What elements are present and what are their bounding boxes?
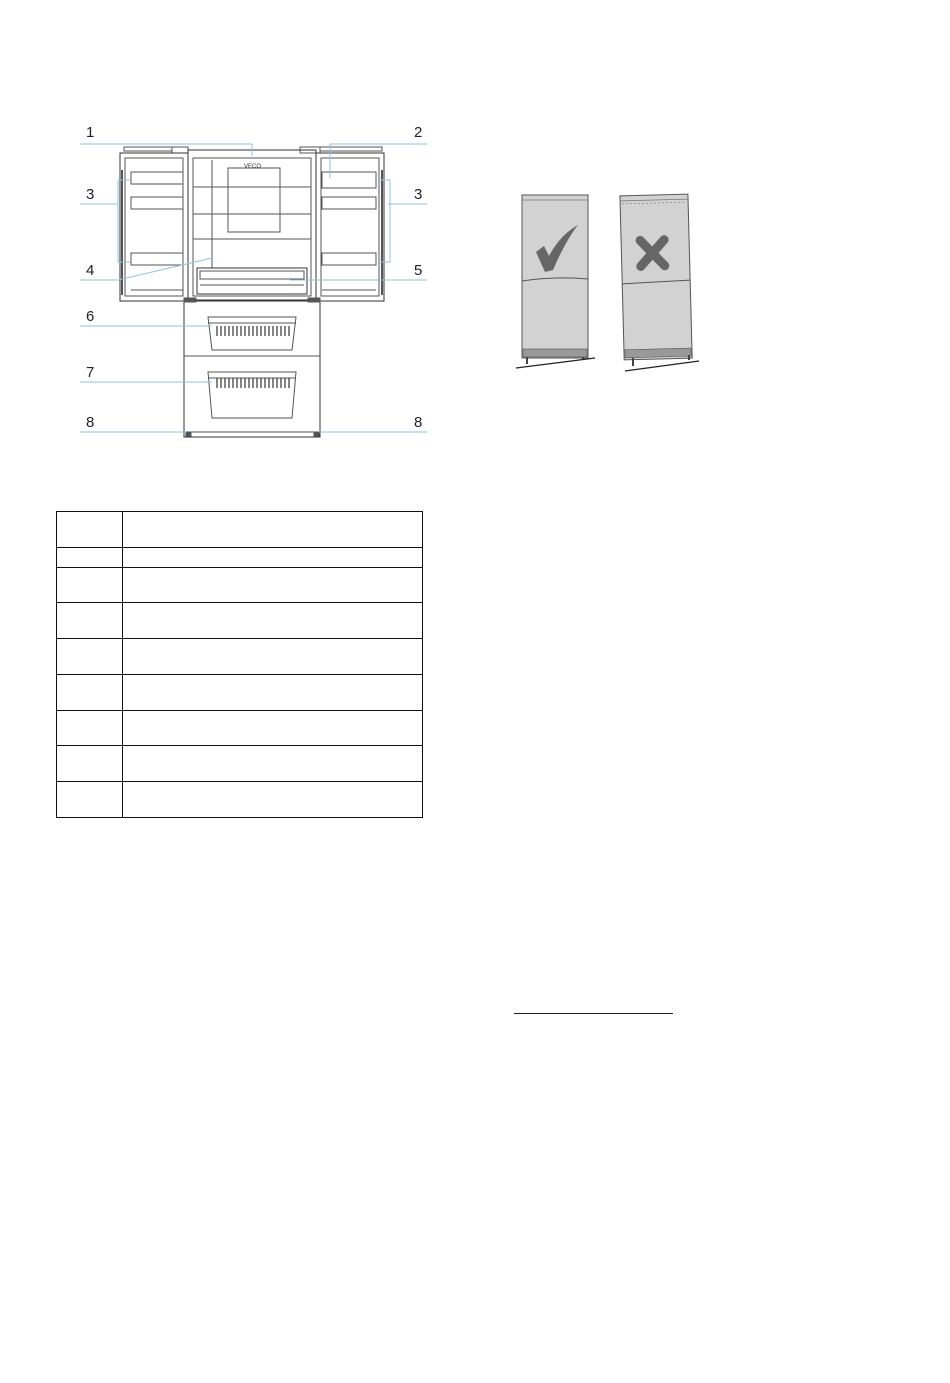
table-row (57, 782, 423, 818)
table-cell (123, 568, 423, 603)
parts-table (56, 511, 423, 818)
table-cell (123, 603, 423, 639)
table-row (57, 568, 423, 603)
table-cell (123, 711, 423, 746)
table-row (57, 746, 423, 782)
callout-3-right: 3 (414, 186, 423, 203)
fridge-cabinet (188, 150, 316, 300)
table-cell (123, 548, 423, 568)
table-cell (123, 639, 423, 675)
table-cell (57, 512, 123, 548)
table-cell (57, 711, 123, 746)
callout-8-right: 8 (414, 414, 423, 431)
table-cell (57, 603, 123, 639)
tilted-fridge-illustration (620, 194, 699, 371)
callout-2: 2 (414, 124, 423, 141)
table-row (57, 603, 423, 639)
table-header-row (57, 512, 423, 548)
callout-8-left: 8 (86, 414, 95, 431)
callout-7: 7 (86, 364, 95, 381)
installation-tilt-diagram (512, 185, 702, 375)
table-cell (57, 548, 123, 568)
left-door (120, 153, 188, 301)
freezer-cabinet (184, 301, 320, 437)
table-cell (123, 675, 423, 711)
table-row (57, 548, 423, 568)
table-row (57, 711, 423, 746)
callout-6: 6 (86, 308, 95, 325)
section-heading-underline (514, 1013, 673, 1014)
table-cell (57, 782, 123, 818)
callout-1: 1 (86, 124, 95, 141)
callout-4: 4 (86, 262, 95, 279)
table-row (57, 639, 423, 675)
display-panel-text: VECO (244, 164, 262, 170)
table-cell (123, 512, 423, 548)
table-cell (57, 568, 123, 603)
table-row (57, 675, 423, 711)
table-cell (57, 675, 123, 711)
refrigerator-diagram (70, 118, 430, 448)
callout-3-left: 3 (86, 186, 95, 203)
table-cell (57, 639, 123, 675)
upright-fridge-illustration (516, 195, 595, 368)
table-cell (123, 746, 423, 782)
table-cell (123, 782, 423, 818)
right-door (316, 153, 384, 301)
table-cell (57, 746, 123, 782)
callout-5: 5 (414, 262, 423, 279)
